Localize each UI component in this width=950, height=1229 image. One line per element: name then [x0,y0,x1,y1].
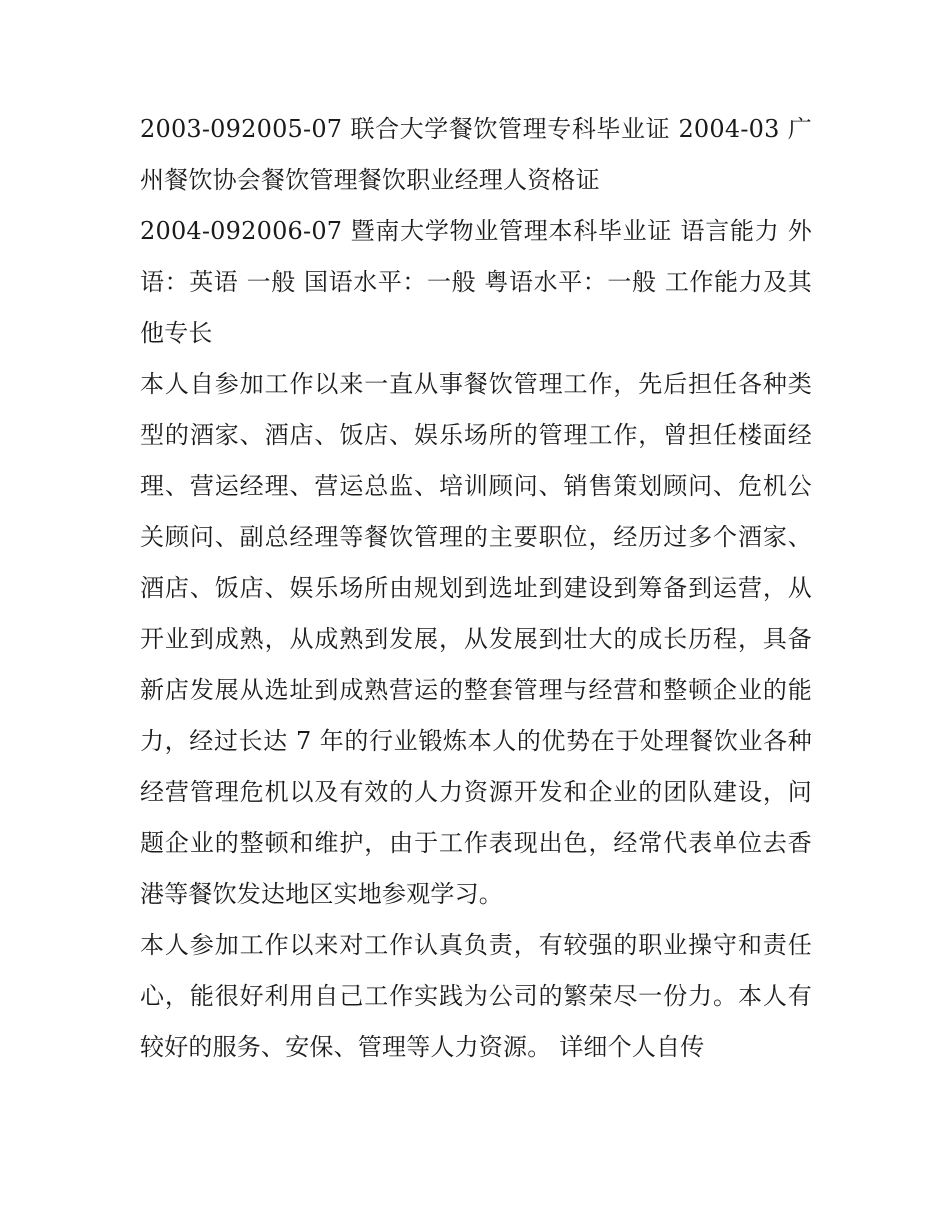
document-body [140,104,812,1073]
paragraph-work-experience: 本人自参加工作以来一直从事餐饮管理工作，先后担任各种类型的酒家、酒店、饭店、娱乐场所的管理工作，曾担任楼面经理、营运经理、营运总监、培训顾问、销售策划顾问、危机公关顾问、副总经理等餐饮管理的主要职位，经历过多个酒家、酒店、饭店、娱乐场所由规划到选址到建设到筹备到运营，从开业到成熟，从成熟到发展，从发展到壮大的成长历程，具备新店发展从选址到成熟营运的整套管理与经营和整顿企业的能力，经过长达 7 年的行业锻炼本人的优势在于处理餐饮业各种经营管理危机以及有效的人力资源开发和企业的团队建设，问题企业的整顿和维护，由于工作表现出色，经常代表单位去香港等餐饮发达地区实地参观学习。 [140,370,812,908]
paragraph-self-evaluation: 本人参加工作以来对工作认真负责，有较强的职业操守和责任心，能很好利用自己工作实践为公司的繁荣尽一份力。本人有较好的服务、安保、管理等人力资源。 详细个人自传 [140,931,812,1061]
paragraph-education-2: 2004-092006-07 暨南大学物业管理本科毕业证 语言能力 外语：英语 一般 国语水平：一般 粤语水平：一般 工作能力及其他专长 [140,217,812,347]
paragraph-education-1: 2003-092005-07 联合大学餐饮管理专科毕业证 2004-03 广州餐饮协会餐饮管理餐饮职业经理人资格证 [140,115,812,194]
